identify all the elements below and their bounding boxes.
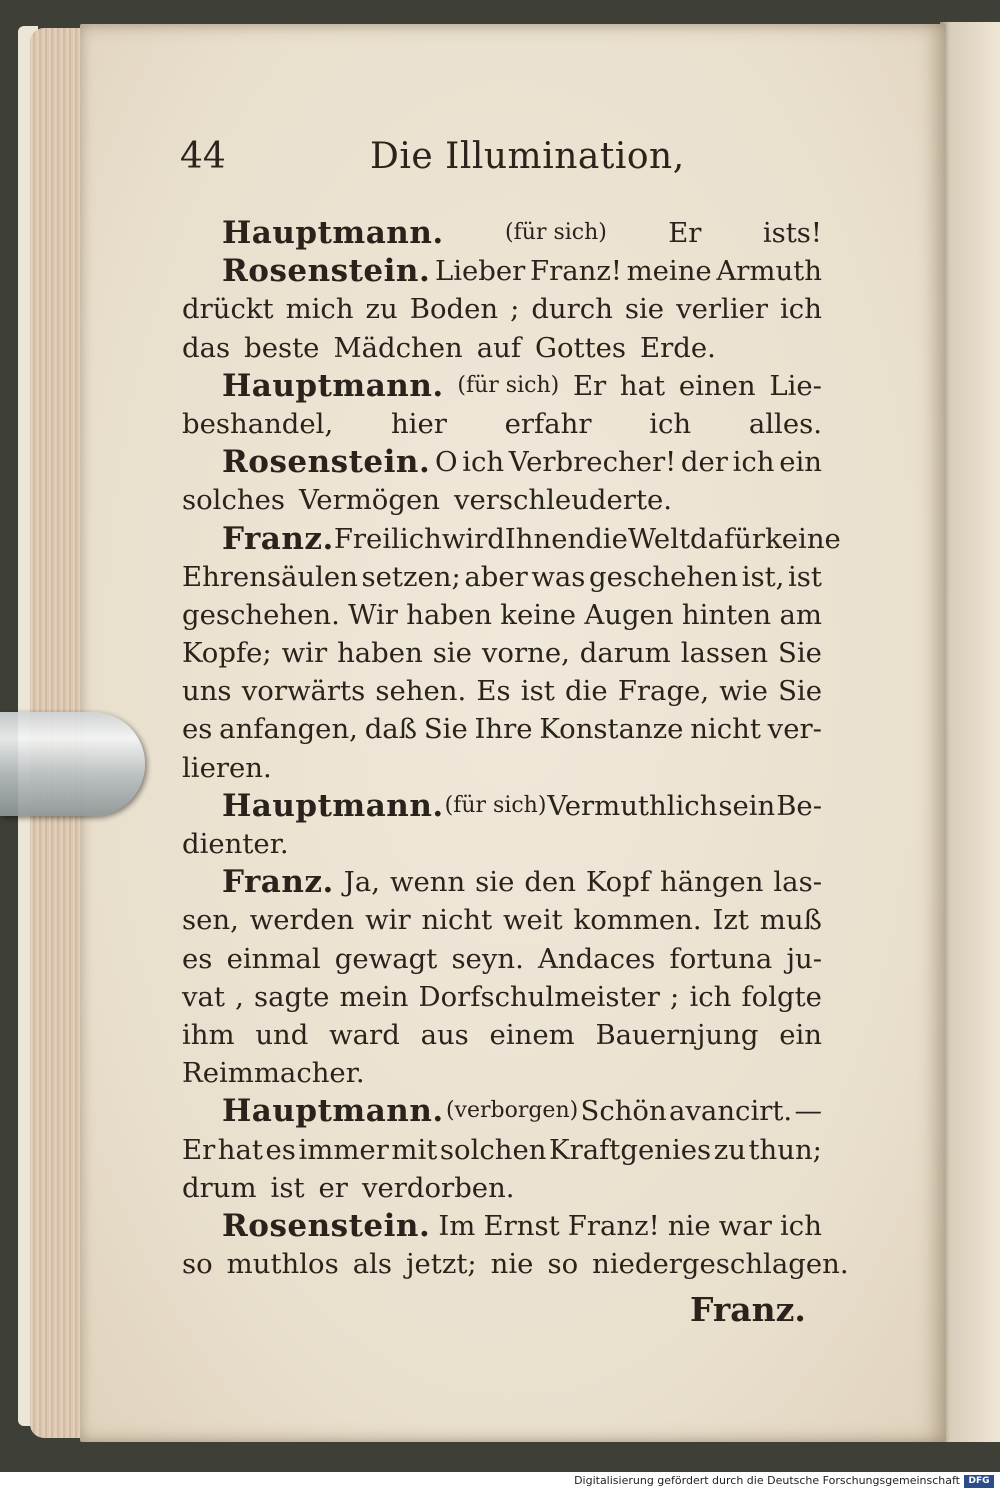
- word: einen: [678, 369, 756, 402]
- word: wir: [365, 904, 411, 937]
- word: keine: [500, 598, 577, 631]
- word: mich: [285, 293, 354, 326]
- text-line: [182, 1092, 822, 1130]
- book-clip: [0, 712, 145, 816]
- word: hängen: [660, 866, 764, 899]
- speaker-name: Franz.: [222, 864, 334, 901]
- word: auf: [476, 331, 522, 364]
- footer-bar: [0, 1472, 1000, 1492]
- word: Es: [476, 675, 511, 708]
- word: dienter.: [182, 828, 289, 860]
- word: was: [531, 560, 586, 593]
- word: nicht: [690, 713, 761, 746]
- word: ists!: [762, 217, 822, 249]
- word: so: [547, 1248, 579, 1281]
- word: durch: [531, 293, 613, 326]
- running-head: Die Illumination,: [370, 136, 685, 177]
- word: lassen: [680, 637, 769, 670]
- word: Kopf: [585, 866, 651, 899]
- word: Augen: [584, 598, 674, 631]
- word: niedergeschlagen.: [592, 1248, 849, 1281]
- word: so: [182, 1248, 213, 1281]
- word: Dorfschulmeister: [418, 980, 660, 1013]
- word: muß: [759, 904, 822, 937]
- text-line: [182, 710, 822, 748]
- word: nicht: [421, 904, 493, 937]
- word: wir: [281, 637, 328, 670]
- word: daß: [364, 713, 418, 746]
- text-line: [182, 1169, 822, 1207]
- stage-direction: (für sich): [444, 792, 547, 818]
- word: nie: [667, 1209, 711, 1242]
- text-line: [182, 443, 822, 481]
- word: uns: [182, 675, 232, 708]
- word: Schön: [580, 1095, 667, 1128]
- word: las-: [773, 866, 822, 899]
- word: als: [352, 1248, 392, 1281]
- word: O: [434, 446, 458, 479]
- word: Izt: [712, 904, 749, 937]
- word: es: [182, 942, 213, 975]
- text-line: [182, 1245, 849, 1283]
- text-line: [182, 290, 822, 328]
- word: sie: [624, 293, 665, 326]
- word: ward: [329, 1018, 400, 1051]
- word: drum: [182, 1171, 257, 1204]
- word: dafür: [690, 522, 766, 555]
- dfg-logo: DFG: [964, 1475, 994, 1488]
- word: ich: [462, 446, 505, 479]
- word: Sie: [778, 675, 822, 708]
- word: weit: [503, 904, 563, 937]
- catchword: Franz.: [690, 1290, 806, 1329]
- word: und: [255, 1018, 309, 1051]
- word: vorwärts: [241, 675, 366, 708]
- word: fortuna: [669, 942, 773, 975]
- word: jetzt;: [406, 1248, 477, 1281]
- text-line: [182, 481, 822, 519]
- word: solches: [182, 484, 285, 517]
- text-line: [182, 863, 822, 901]
- word: die: [585, 522, 628, 555]
- text-line: [182, 1131, 822, 1169]
- word: Ja,: [343, 866, 380, 899]
- word: seyn.: [451, 942, 524, 975]
- word: Freilich: [333, 522, 442, 555]
- text-line: [182, 1016, 822, 1054]
- word: erfahr: [504, 407, 592, 440]
- text-line: [182, 1207, 822, 1245]
- word: sehen.: [375, 675, 467, 708]
- word: Mädchen: [333, 331, 463, 364]
- word: sein: [718, 789, 776, 822]
- word: muthlos: [226, 1248, 339, 1281]
- word: Er: [572, 369, 607, 402]
- word: mein: [339, 980, 409, 1013]
- word: ju-: [786, 942, 822, 975]
- word: aus: [420, 1018, 469, 1051]
- text-line: [182, 252, 822, 290]
- word: lieren.: [182, 751, 272, 784]
- word: einem: [489, 1018, 575, 1051]
- speaker-name: Rosenstein.: [222, 1207, 431, 1244]
- word: hat: [217, 1133, 263, 1166]
- word: keine: [765, 522, 841, 555]
- word: ,: [235, 980, 244, 1013]
- word: Franz!: [530, 255, 622, 288]
- body-text: [182, 214, 849, 1283]
- text-line: [182, 1054, 822, 1092]
- facing-page: [940, 22, 1000, 1442]
- word: Vermuthlich: [547, 789, 718, 822]
- word: Kraftgenies: [549, 1133, 712, 1166]
- word: Verbrecher!: [508, 446, 677, 479]
- word: zu: [365, 293, 398, 326]
- word: Ihre: [474, 713, 533, 746]
- word: Er: [182, 1133, 216, 1166]
- word: ist: [270, 1171, 305, 1204]
- word: vat: [182, 980, 225, 1013]
- word: beshandel,: [182, 407, 334, 440]
- word: ich: [780, 293, 822, 326]
- word: Vermögen: [298, 484, 440, 517]
- word: ;: [510, 293, 520, 326]
- word: Welt: [627, 522, 691, 555]
- speaker-name: Franz.: [222, 520, 334, 557]
- word: haben: [406, 598, 492, 631]
- text-line: [182, 787, 822, 825]
- text-line: [182, 901, 822, 939]
- word: Reimmacher.: [182, 1057, 365, 1090]
- word: Ihnen: [504, 522, 586, 555]
- word: verdorben.: [361, 1171, 515, 1204]
- word: ich: [780, 1209, 822, 1242]
- word: Bauernjung: [595, 1018, 759, 1051]
- word: es: [182, 713, 213, 746]
- word: hinten: [681, 598, 772, 631]
- text-line: [182, 634, 822, 672]
- word: ihm: [182, 1018, 235, 1051]
- text-line: [182, 520, 841, 558]
- word: setzen;: [361, 560, 461, 593]
- word: hier: [390, 407, 447, 440]
- word: sagte: [253, 980, 330, 1013]
- text-line: [182, 672, 822, 710]
- text-line: [182, 367, 822, 405]
- word: Boden: [409, 293, 499, 326]
- text-line: [182, 214, 822, 252]
- word: ein: [779, 1018, 822, 1051]
- word: ist: [520, 675, 555, 708]
- word: wie: [719, 675, 768, 708]
- word: Kopfe;: [182, 637, 272, 670]
- word: drückt: [182, 293, 274, 326]
- word: Wir: [348, 598, 398, 631]
- text-line: [182, 825, 822, 863]
- word: immer: [298, 1133, 389, 1166]
- word: meine: [626, 255, 712, 288]
- word: nie: [490, 1248, 534, 1281]
- word: Franz!: [567, 1209, 660, 1242]
- word: Gottes: [535, 331, 627, 364]
- word: einmal: [226, 942, 321, 975]
- word: thun;: [748, 1133, 822, 1166]
- word: avancirt.: [669, 1095, 793, 1128]
- speaker-name: Rosenstein.: [222, 444, 431, 481]
- word: die: [564, 675, 608, 708]
- word: alles.: [748, 407, 822, 440]
- word: Konstanze: [539, 713, 684, 746]
- word: am: [779, 598, 822, 631]
- word: ein: [779, 446, 822, 479]
- word: haben: [337, 637, 423, 670]
- word: sie: [432, 637, 472, 670]
- word: hat: [619, 369, 666, 402]
- word: mit: [391, 1133, 438, 1166]
- word: beste: [244, 331, 320, 364]
- funding-notice: Digitalisierung gefördert durch die Deutsche Forschungsgemeinschaft: [574, 1474, 960, 1487]
- word: den: [524, 866, 576, 899]
- word: gewagt: [334, 942, 438, 975]
- stage-direction: (für sich): [505, 220, 607, 245]
- word: Er: [668, 217, 702, 249]
- word: er: [318, 1171, 348, 1204]
- word: verschleuderte.: [453, 484, 673, 517]
- speaker-name: Hauptmann.: [222, 367, 444, 404]
- word: Lie-: [769, 369, 822, 402]
- word: Ernst: [483, 1209, 560, 1242]
- word: aber: [464, 560, 528, 593]
- text-line: [182, 940, 822, 978]
- speaker-name: Hauptmann.: [222, 1093, 444, 1130]
- word: ich: [732, 446, 775, 479]
- word: Sie: [423, 713, 468, 746]
- stage-direction: (verborgen): [445, 1098, 579, 1124]
- word: sen,: [182, 904, 239, 937]
- word: anfangen,: [219, 713, 358, 746]
- stage-direction: (für sich): [457, 372, 560, 398]
- word: Armuth: [716, 255, 822, 288]
- word: folgte: [741, 980, 822, 1013]
- word: Andaces: [538, 942, 656, 975]
- word: ist: [788, 560, 822, 593]
- text-line: [182, 558, 822, 596]
- word: der: [680, 446, 728, 479]
- text-line: [182, 596, 822, 634]
- word: darum: [579, 637, 671, 670]
- word: werden: [249, 904, 355, 937]
- word: sie: [475, 866, 515, 899]
- word: ich: [649, 407, 692, 440]
- word: verlier: [676, 293, 769, 326]
- word: Be-: [776, 789, 822, 822]
- word: Im: [438, 1209, 476, 1242]
- word: geschehen.: [182, 598, 340, 631]
- word: wenn: [389, 866, 466, 899]
- text-line: [182, 405, 822, 443]
- page-header: [180, 136, 820, 186]
- word: Ehrensäulen: [182, 560, 358, 593]
- word: geschehen: [589, 560, 739, 593]
- text-line: [182, 749, 822, 787]
- word: ich: [689, 980, 732, 1013]
- word: solchen: [439, 1133, 547, 1166]
- speaker-name: Rosenstein.: [222, 253, 431, 290]
- word: Erde.: [640, 331, 716, 364]
- word: wird: [441, 522, 505, 555]
- word: war: [718, 1209, 772, 1242]
- text-line: [182, 329, 822, 367]
- word: Frage,: [617, 675, 710, 708]
- word: vorne,: [481, 637, 570, 670]
- word: ist,: [741, 560, 785, 593]
- word: es: [265, 1133, 296, 1166]
- word: —: [794, 1095, 822, 1128]
- speaker-name: Hauptmann.: [222, 787, 444, 824]
- speaker-name: Hauptmann.: [222, 215, 444, 251]
- text-line: [182, 978, 822, 1016]
- word: Lieber: [434, 255, 526, 288]
- word: ver-: [767, 713, 822, 746]
- word: kommen.: [573, 904, 702, 937]
- word: Sie: [778, 637, 822, 670]
- word: ;: [670, 980, 680, 1013]
- word: das: [182, 331, 231, 364]
- word: zu: [713, 1133, 746, 1166]
- page-number: 44: [180, 136, 226, 177]
